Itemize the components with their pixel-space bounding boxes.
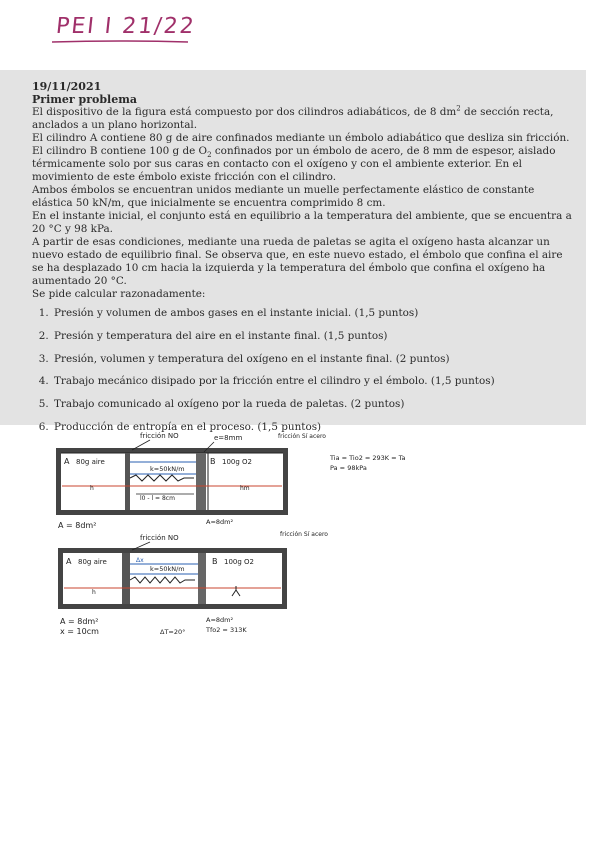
label-height-air-final: h xyxy=(92,589,96,596)
label-cylinder-a-final: A xyxy=(66,557,72,566)
label-friction-no-final: fricción NO xyxy=(140,534,179,542)
label-thickness: e=8mm xyxy=(214,434,243,442)
question-item: 2. Presión y temperatura del aire en el instante final. (1,5 puntos) xyxy=(52,330,572,343)
label-displacement: x = 10cm xyxy=(60,627,99,636)
paragraph-final: A partir de esas condiciones, mediante una rueda de paletas se agita el oxígeno hasta alcanzar un nuevo estado de equilibrio final. Se observa que, en este nuevo estado, el émbolo que confina el aire se ha desplazado 10 cm hacia la izquierda y la temperatura del émbolo que confina el oxígeno ha aumentado 20 °C. xyxy=(32,236,563,287)
handwritten-title: PEI I 21/22 xyxy=(54,14,197,39)
label-area-left: A = 8dm² xyxy=(58,521,97,530)
question-list xyxy=(32,307,572,434)
label-friction-yes-final: fricción Sí acero xyxy=(280,531,328,538)
paragraph-spring: Ambos émbolos se encuentran unidos mediante un muelle perfectamente elástico de constante elástica 50 kN/m, que inicialmente se encuentra comprimido 8 cm. xyxy=(32,184,535,209)
question-item: 4. Trabajo mecánico disipado por la fricción entre el cilindro y el émbolo. (1,5 puntos) xyxy=(52,375,572,388)
problem-heading: Primer problema xyxy=(32,93,137,106)
label-friction-yes: fricción Sí acero xyxy=(278,433,326,440)
sketch-initial-state xyxy=(56,432,406,530)
question-item: 1. Presión y volumen de ambos gases en el instante inicial. (1,5 puntos) xyxy=(52,307,572,320)
label-cylinder-a: A xyxy=(64,457,70,466)
label-o2-mass-final: 100g O2 xyxy=(224,558,254,566)
label-area-right: A=8dm² xyxy=(206,518,234,526)
paragraph-initial: En el instante inicial, el conjunto está en equilibrio a la temperatura del ambiente, que se encuentra a 20 °C y 98 kPa. xyxy=(32,210,572,235)
problem-statement xyxy=(0,70,586,433)
label-o2-mass: 100g O2 xyxy=(222,458,252,466)
label-delta-temperature: ΔT=20° xyxy=(160,628,186,636)
title-underline xyxy=(52,40,188,43)
label-cylinder-b: B xyxy=(210,457,216,466)
label-height-air: h xyxy=(90,485,94,492)
question-item: 3. Presión, volumen y temperatura del oxígeno en el instante final. (2 puntos) xyxy=(52,353,572,366)
label-compression: l0 - l = 8cm xyxy=(140,495,175,502)
question-item: 6. Producción de entropía en el proceso. (1,5 puntos) xyxy=(52,421,572,434)
label-air-mass: 80g aire xyxy=(76,458,105,466)
paragraph-device: El dispositivo de la figura está compuesto por dos cilindros adiabáticos, de 8 $dm^2$ de sección recta, anclados a un plano horizontal. xyxy=(32,104,554,131)
sketch-final-state xyxy=(58,531,328,636)
label-cylinder-b-final: B xyxy=(212,557,218,566)
label-height-o2: hm xyxy=(240,485,250,492)
problem-date: 19/11/2021 xyxy=(32,80,102,93)
label-area-left-final: A = 8dm² xyxy=(60,617,99,626)
paragraph-cylinders: El cilindro A contiene 80 g de aire confinados mediante un émbolo adiabático que desliza sin fricción. El cilindro B contiene 100 g de $O_2$ confinados por un émbolo de acero, de 8 mm de espesor, aislado térmicamente solo por sus caras en contacto con el oxígeno y con el ambiente exterior. En el movimiento de este émbolo existe fricción con el cilindro. xyxy=(32,132,570,183)
label-spring-constant: k=50kN/m xyxy=(150,465,185,473)
label-air-mass-final: 80g aire xyxy=(78,558,107,566)
label-ambient-pressure: Pa = 98kPa xyxy=(330,464,367,472)
label-final-temperature: Tfo2 = 313K xyxy=(206,626,247,634)
paragraph-request: Se pide calcular razonadamente: xyxy=(32,288,206,300)
label-ambient-temperature: Tia = Tio2 = 293K = Ta xyxy=(330,454,406,462)
label-friction-no: fricción NO xyxy=(140,432,179,440)
handwritten-sketch xyxy=(0,426,601,656)
label-spring-constant-final: k=50kN/m xyxy=(150,565,185,573)
label-delta-x: Δx xyxy=(136,557,144,564)
question-item: 5. Trabajo comunicado al oxígeno por la rueda de paletas. (2 puntos) xyxy=(52,398,572,411)
label-area-right-final: A=8dm² xyxy=(206,616,234,624)
